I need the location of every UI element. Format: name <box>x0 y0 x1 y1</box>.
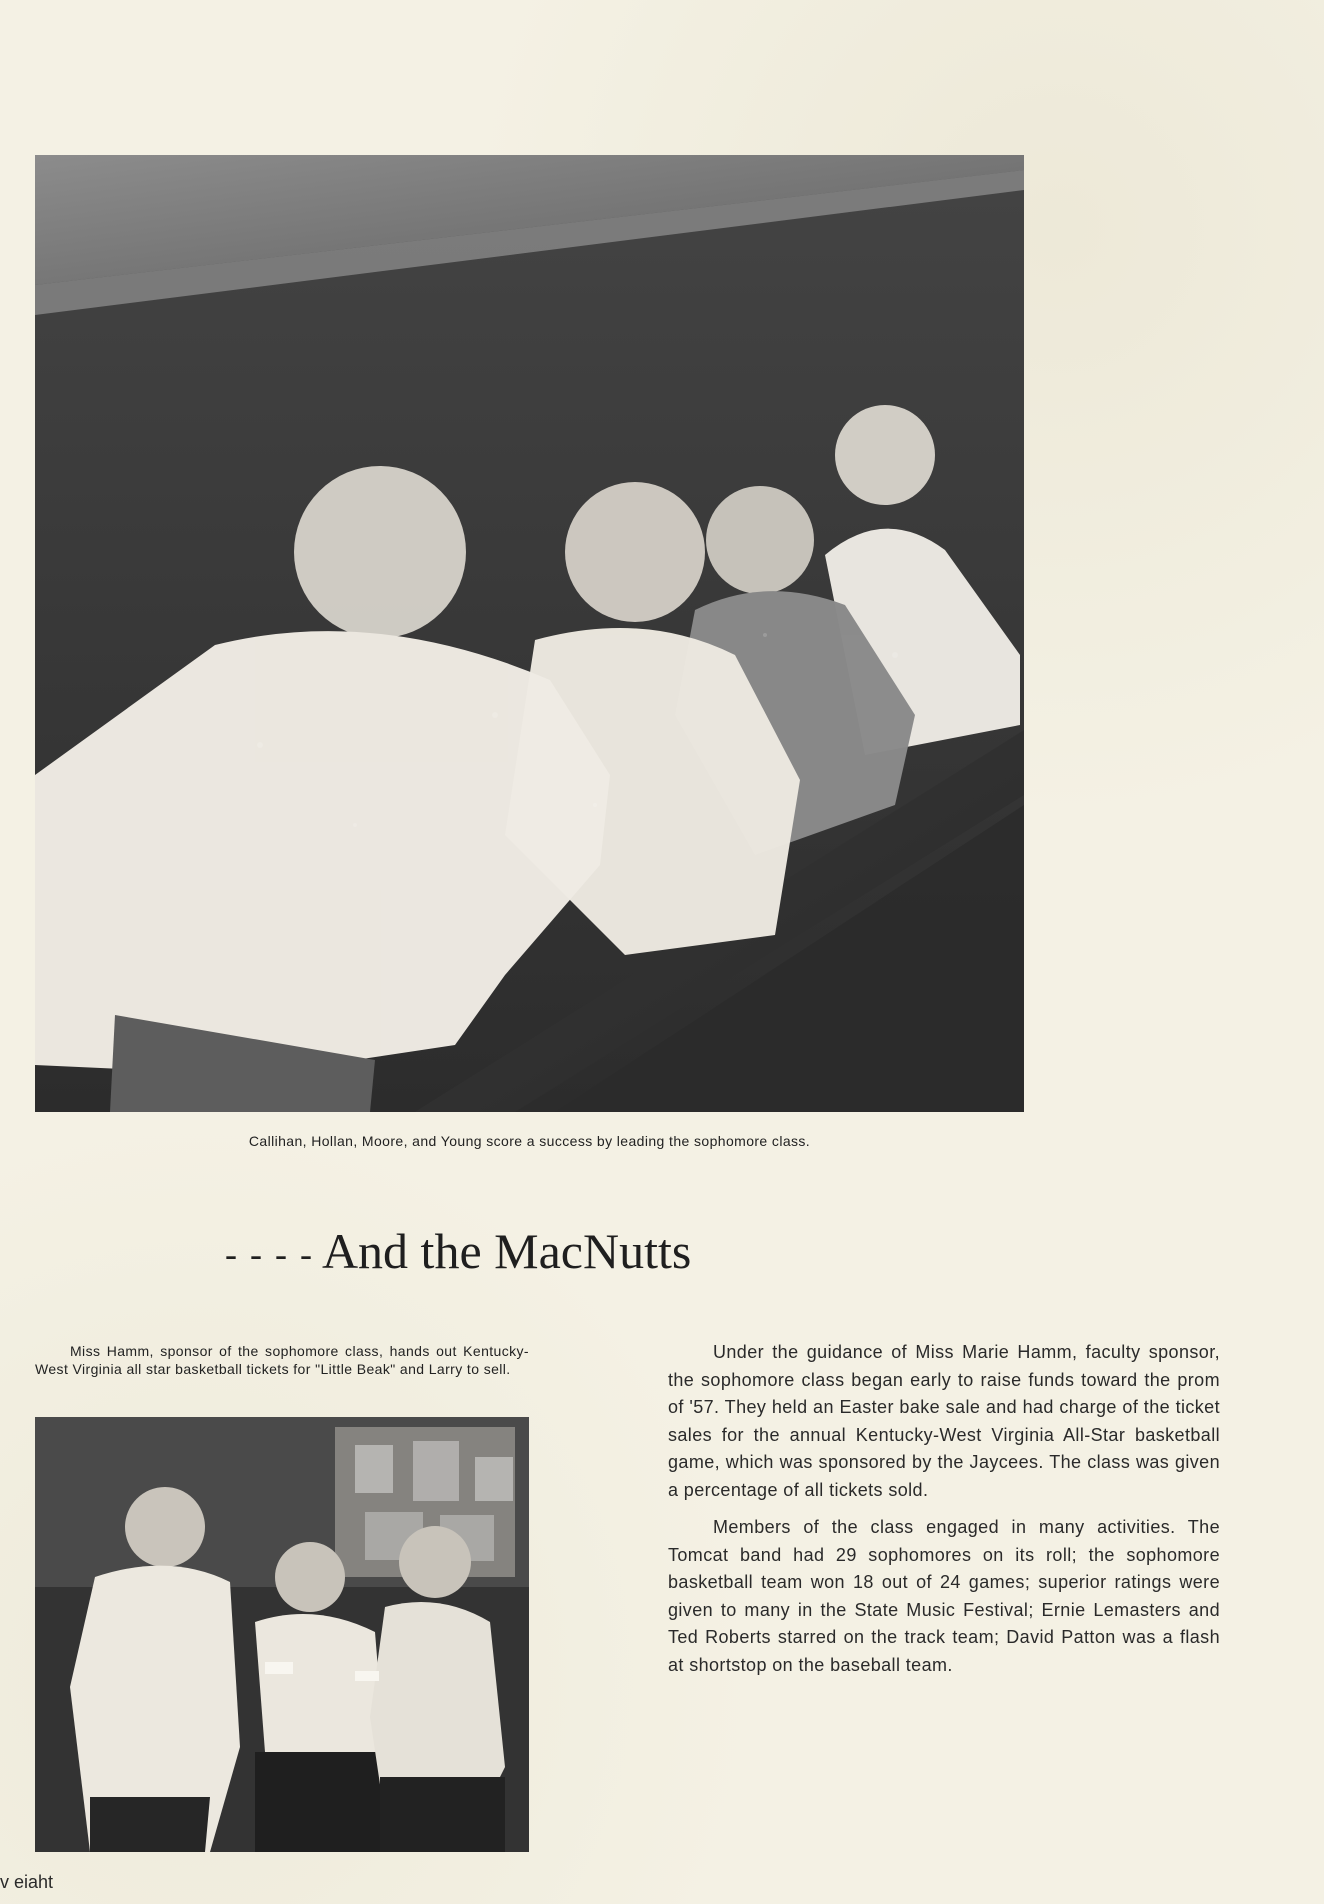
article-paragraph-1: Under the guidance of Miss Marie Hamm, faculty sponsor, the sophomore class began early to raise funds toward the prom of '57. They held an Easter bake sale and had charge of the ticket sales for the annual Kentucky-West Virginia All-Star basketball game, which was sponsored by the Jaycees. The class was given a percentage of all tickets sold. <box>668 1342 1220 1500</box>
section-title <box>225 1216 825 1286</box>
page-number: v eiaht <box>0 1872 54 1892</box>
top-photo-caption: Callihan, Hollan, Moore, and Young score a success by leading the sophomore class. <box>248 1133 811 1149</box>
title-text: And the MacNutts <box>321 1223 692 1279</box>
sophomore-leaders-image <box>35 155 1024 1112</box>
article-paragraph-2: Members of the class engaged in many activities. The Tomcat band had 29 sophomores on its roll; the sophomore basketball team won 18 out of 24 games; superior ratings were given to many in the State Music Festival; Ernie Lemasters and Ted Roberts starred on the track team; David Patton was a flash at shortstop on the baseball team. <box>668 1517 1220 1675</box>
ticket-handout-image <box>35 1417 529 1852</box>
title-dashes: - - - - <box>225 1234 314 1274</box>
sophomore-leaders-photo <box>35 155 1024 1112</box>
article-body <box>668 1339 1220 1689</box>
bottom-photo-caption: Miss Hamm, sponsor of the sophomore class, hands out Kentucky-West Virginia all star basketball tickets for "Little Beak" and Larry to sell. <box>35 1343 529 1377</box>
ticket-handout-photo <box>35 1417 529 1852</box>
